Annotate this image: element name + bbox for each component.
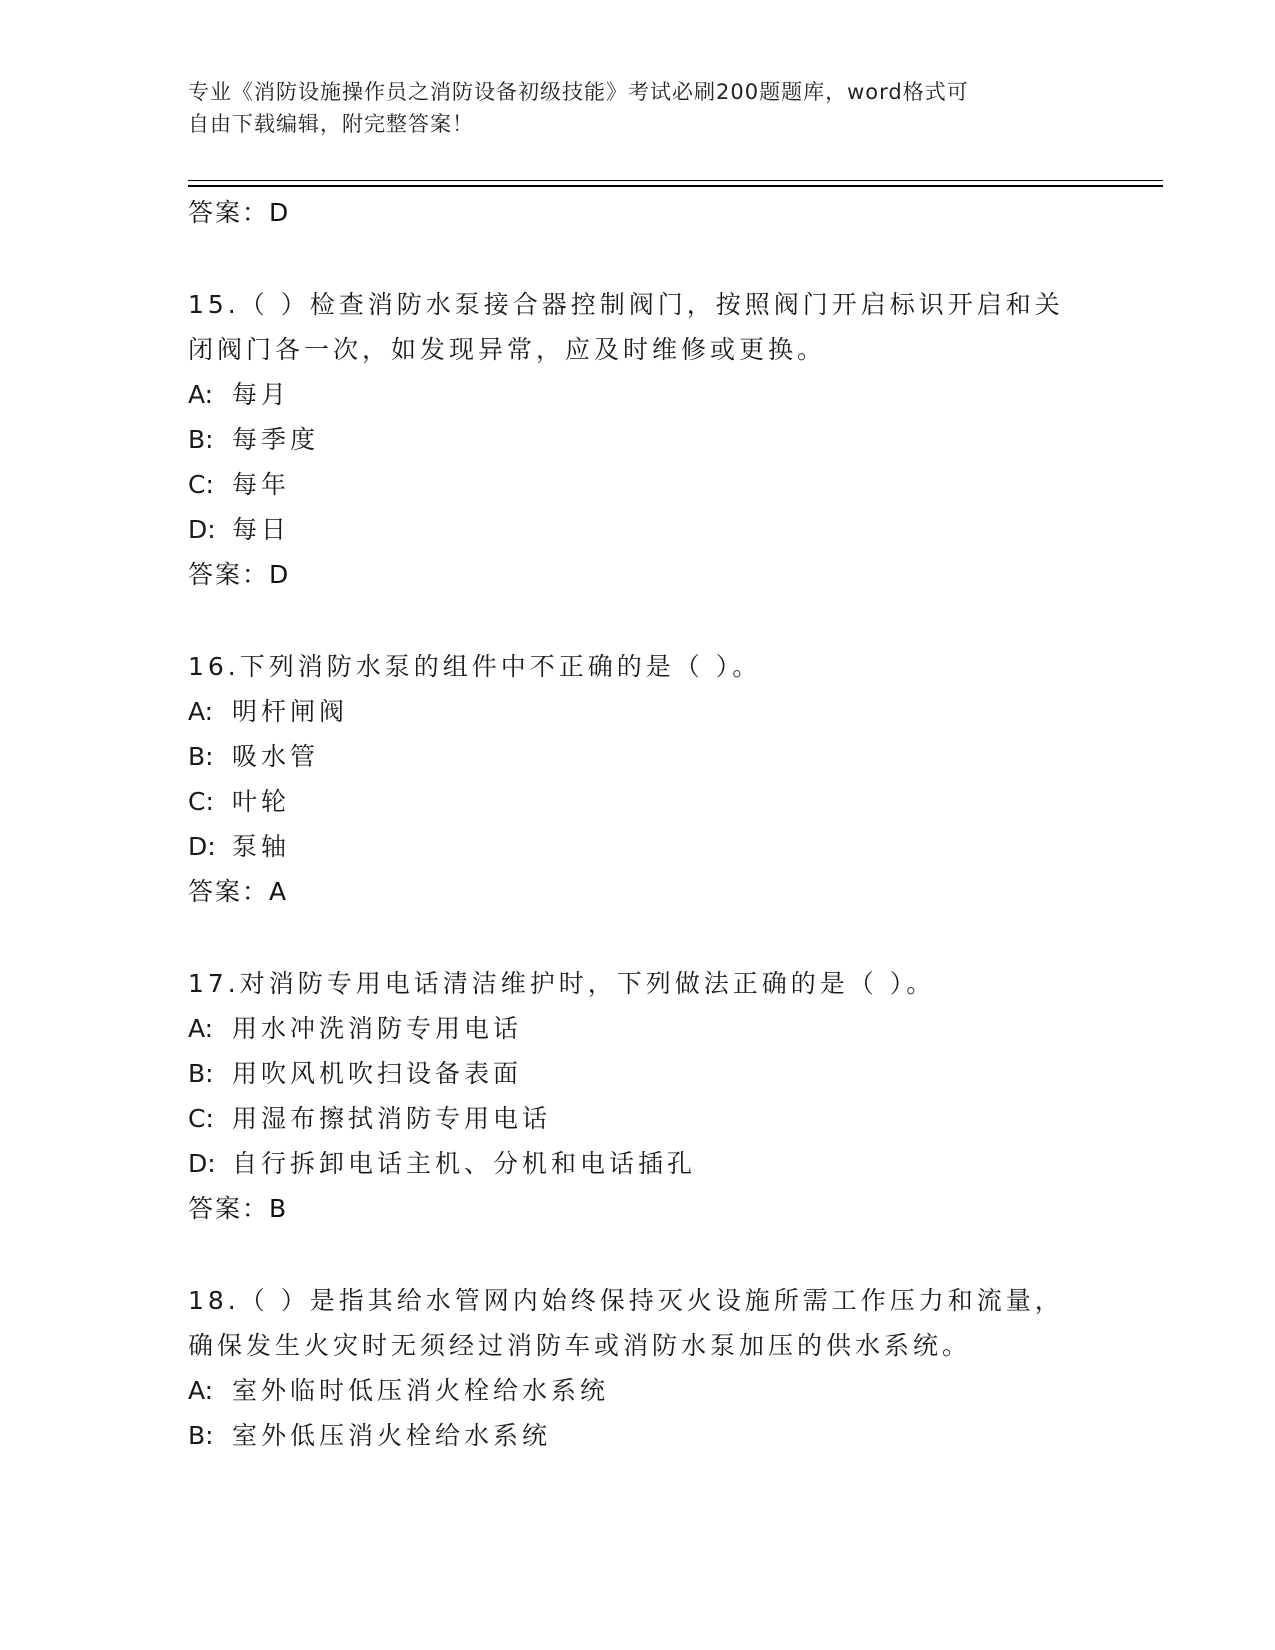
option-b (188, 1413, 1088, 1458)
question-16 (188, 644, 1088, 914)
answer: 答案：B (188, 1194, 289, 1223)
spacer (188, 235, 1088, 282)
previous-answer: 答案：D (188, 198, 291, 227)
option-label: A: (188, 697, 214, 726)
option-text: 每日 (232, 515, 291, 544)
answer: 答案：A (188, 877, 289, 906)
option-text: 用吹风机吹扫设备表面 (232, 1059, 523, 1088)
option-label: D: (188, 1149, 216, 1178)
question-17 (188, 961, 1088, 1231)
option-label: B: (188, 742, 214, 771)
option-label: B: (188, 1421, 214, 1450)
option-text: 自行拆卸电话主机、分机和电话插孔 (232, 1149, 697, 1178)
option-label: C: (188, 470, 214, 499)
option-a (188, 372, 1088, 417)
spacer (188, 914, 1088, 961)
question-18 (188, 1278, 1088, 1458)
question-stem-line: 闭阀门各一次，如发现异常，应及时维修或更换。 (188, 335, 827, 364)
option-d (188, 507, 1088, 552)
question-15 (188, 282, 1088, 597)
option-c (188, 779, 1088, 824)
option-label: A: (188, 1376, 214, 1405)
header-divider-thick (188, 185, 1163, 187)
header-line-2: 自由下载编辑，附完整答案！ (188, 112, 474, 136)
option-d (188, 824, 1088, 869)
option-text: 每月 (232, 380, 291, 409)
option-c (188, 1096, 1088, 1141)
spacer (188, 1231, 1088, 1278)
option-text: 叶轮 (232, 787, 291, 816)
option-text: 吸水管 (232, 742, 320, 771)
header-line-1: 专业《消防设施操作员之消防设备初级技能》考试必刷200题题库，word格式可 (188, 80, 969, 104)
question-stem-line: 16.下列消防水泵的组件中不正确的是（ ）。 (188, 652, 762, 681)
option-a (188, 1368, 1088, 1413)
option-a (188, 1006, 1088, 1051)
option-text: 每年 (232, 470, 291, 499)
document-header (188, 76, 1088, 140)
option-b (188, 734, 1088, 779)
header-divider-thin (188, 180, 1163, 181)
spacer (188, 597, 1088, 644)
question-stem-line: 确保发生火灾时无须经过消防车或消防水泵加压的供水系统。 (188, 1331, 972, 1360)
option-text: 室外临时低压消火栓给水系统 (232, 1376, 610, 1405)
option-text: 明杆闸阀 (232, 697, 349, 726)
answer: 答案：D (188, 560, 291, 589)
option-text: 泵轴 (232, 832, 291, 861)
option-label: D: (188, 832, 216, 861)
option-text: 用湿布擦拭消防专用电话 (232, 1104, 552, 1133)
option-text: 每季度 (232, 425, 320, 454)
option-d (188, 1141, 1088, 1186)
option-c (188, 462, 1088, 507)
option-label: A: (188, 380, 214, 409)
option-b (188, 417, 1088, 462)
option-b (188, 1051, 1088, 1096)
option-label: D: (188, 515, 216, 544)
question-stem-line: 15.（ ）检查消防水泵接合器控制阀门，按照阀门开启标识开启和关 (188, 290, 1064, 319)
option-text: 用水冲洗消防专用电话 (232, 1014, 523, 1043)
question-stem-line: 18.（ ）是指其给水管网内始终保持灭火设施所需工作压力和流量， (188, 1286, 1064, 1315)
option-label: C: (188, 1104, 214, 1133)
question-stem-line: 17.对消防专用电话清洁维护时，下列做法正确的是（ ）。 (188, 969, 936, 998)
document-body (188, 190, 1088, 1458)
option-label: C: (188, 787, 214, 816)
option-a (188, 689, 1088, 734)
option-label: A: (188, 1014, 214, 1043)
option-text: 室外低压消火栓给水系统 (232, 1421, 552, 1450)
option-label: B: (188, 1059, 214, 1088)
option-label: B: (188, 425, 214, 454)
